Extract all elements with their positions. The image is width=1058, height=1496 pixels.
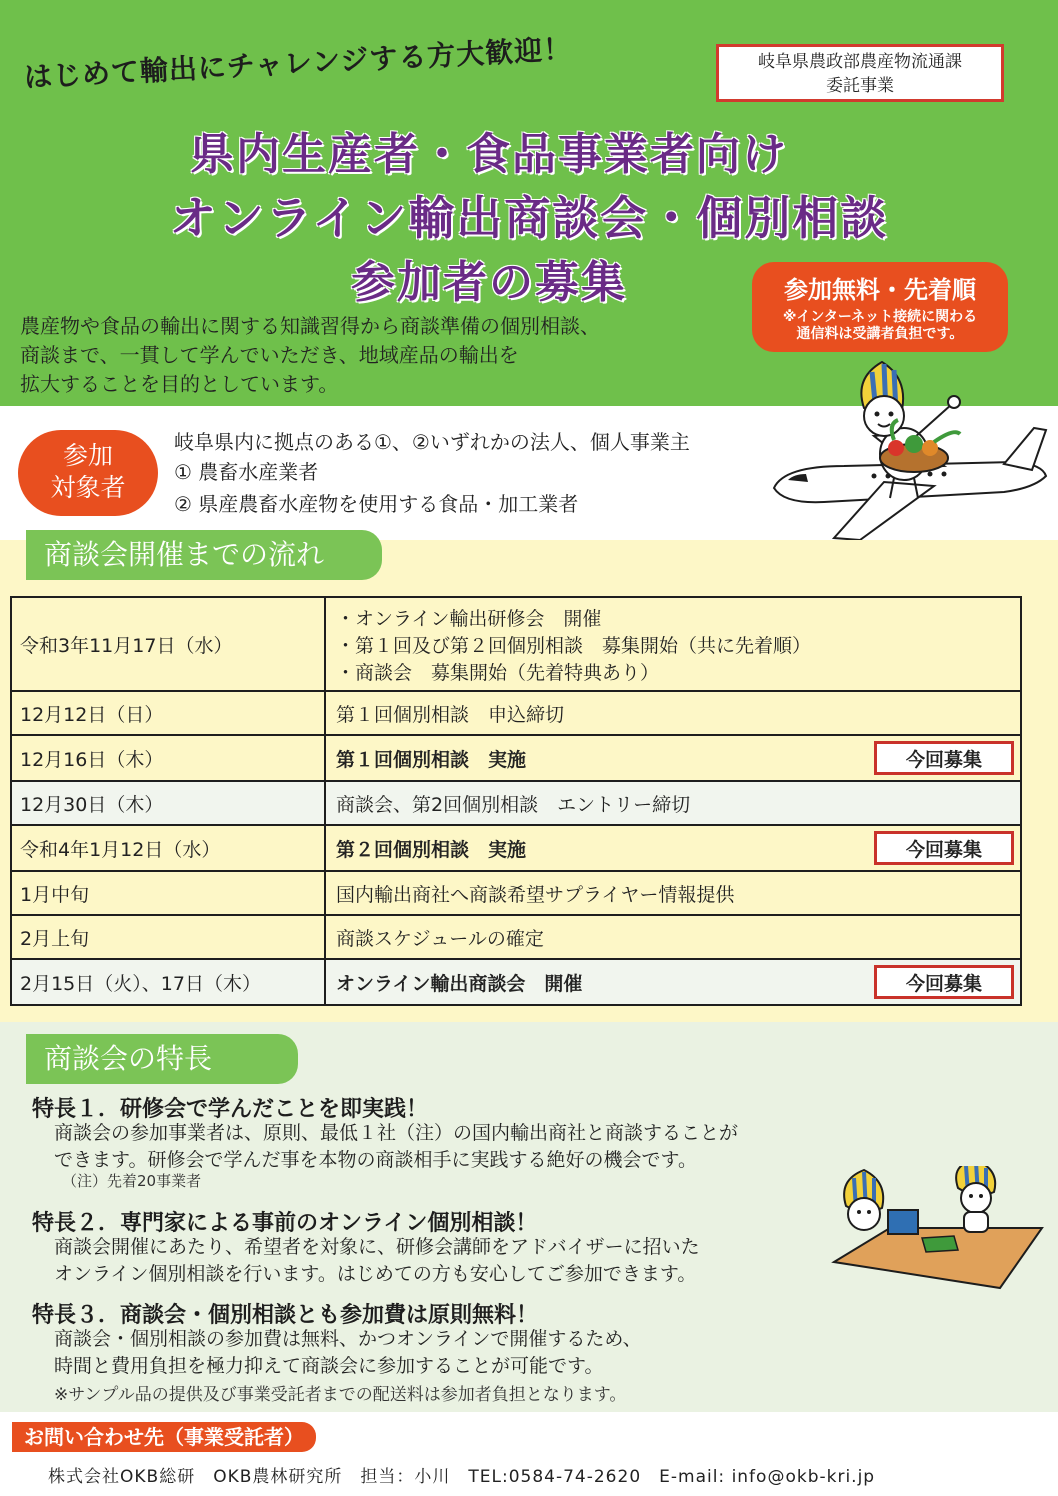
contact-label: お問い合わせ先（事業受託者）: [12, 1422, 316, 1452]
mascot-plane-illustration: [764, 358, 1054, 558]
intro-line1: 農産物や食品の輸出に関する知識習得から商談準備の個別相談、: [20, 314, 600, 338]
intro-line3: 拡大することを目的としています。: [20, 372, 339, 396]
title-line2: オンライン輸出商談会・個別相談: [169, 191, 889, 245]
target-badge: [18, 430, 158, 516]
feature1-note: （注）先着20事業者: [62, 1172, 202, 1190]
schedule-item: ・オンライン輸出研修会 開催: [336, 607, 602, 630]
feature3-heading: 特長３．商談会・個別相談とも参加費は原則無料！: [32, 1303, 539, 1328]
schedule-date: 12月30日（木）: [11, 781, 325, 825]
target-badge-line2: 対象者: [50, 473, 126, 502]
commission-box: [716, 44, 1004, 102]
target-badge-line1: 参加: [62, 441, 113, 470]
schedule-date: 2月上旬: [11, 915, 325, 959]
table-row: [11, 597, 1021, 691]
recruit-badge: 今回募集: [874, 741, 1014, 775]
flow-section-title: 商談会開催までの流れ: [26, 530, 382, 580]
feature1-body-line2: できます。研修会で学んだ事を本物の商談相手に実践する絶好の機会です。: [54, 1149, 697, 1171]
free-badge-main: 参加無料・先着順: [784, 276, 976, 304]
schedule-date: 12月16日（木）: [11, 735, 325, 781]
feature3-body-line1: 商談会・個別相談の参加費は無料、かつオンラインで開催するため、: [54, 1328, 642, 1350]
free-badge: [752, 262, 1008, 352]
commission-line1: 岐阜県農政部農産物流通課: [758, 52, 962, 72]
feature1-heading: 特長１．研修会で学んだことを即実践！: [32, 1097, 429, 1122]
intro-line2: 商談まで、一貫して学んでいただき、地域産品の輸出を: [20, 343, 519, 367]
schedule-event: [325, 597, 1021, 691]
table-row: [11, 871, 1021, 915]
target-line3: ② 県産農畜水産物を使用する食品・加工業者: [174, 492, 579, 516]
schedule-event: [325, 735, 1021, 781]
table-row: [11, 691, 1021, 735]
commission-line2: 委託事業: [826, 76, 894, 96]
schedule-event: [325, 825, 1021, 871]
schedule-event-wrap: [336, 831, 1010, 865]
feature2-body-line2: オンライン個別相談を行います。はじめての方も安心してご参加できます。: [54, 1263, 697, 1285]
schedule-date: 令和4年1月12日（水）: [11, 825, 325, 871]
feature3-note: ※サンプル品の提供及び事業受託者までの配送料は参加者負担となります。: [54, 1385, 627, 1405]
schedule-date: 12月12日（日）: [11, 691, 325, 735]
schedule-date: 2月15日（火）、17日（木）: [11, 959, 325, 1005]
feature3-body-line2: 時間と費用負担を極力抑えて商談会に参加することが可能です。: [54, 1355, 604, 1377]
schedule-item: ・商談会 募集開始（先着特典あり）: [336, 661, 660, 684]
schedule-event-text: 第１回個別相談 実施: [336, 748, 527, 771]
schedule-event-text: 第２回個別相談 実施: [336, 838, 527, 861]
contact-text: 株式会社OKB総研 OKB農林研究所 担当：小川 TEL:0584-74-2620 E-mail: info@okb-kri.jp: [48, 1467, 876, 1487]
schedule-event: 商談スケジュールの確定: [325, 915, 1021, 959]
title-line1: 県内生産者・食品事業者向け: [190, 129, 788, 180]
schedule-item: ・第１回及び第２回個別相談 募集開始（共に先着順）: [336, 634, 812, 657]
schedule-table: [10, 596, 1022, 1006]
intro-text: [20, 312, 740, 399]
table-row: [11, 959, 1021, 1005]
feature2-body: [54, 1234, 844, 1288]
target-line2: ① 農畜水産業者: [174, 460, 319, 484]
table-row: [11, 781, 1021, 825]
feature3-body: [54, 1326, 844, 1380]
schedule-event: 国内輸出商社へ商談希望サプライヤー情報提供: [325, 871, 1021, 915]
schedule-event: 商談会、第2回個別相談 エントリー締切: [325, 781, 1021, 825]
schedule-event-text: オンライン輸出商談会 開催: [336, 972, 583, 995]
free-badge-note: [752, 309, 1008, 343]
recruit-badge: 今回募集: [874, 965, 1014, 999]
schedule-event: 第１回個別相談 申込締切: [325, 691, 1021, 735]
table-row: [11, 825, 1021, 871]
schedule-event: [325, 959, 1021, 1005]
feature1-body: [54, 1120, 844, 1174]
feature2-heading: 特長２．専門家による事前のオンライン個別相談！: [32, 1211, 538, 1236]
features-section-title: 商談会の特長: [26, 1034, 298, 1084]
schedule-event-wrap: [336, 741, 1010, 775]
mascot-desk-illustration: [830, 1166, 1044, 1296]
schedule-date: 1月中旬: [11, 871, 325, 915]
title-line3: 参加者の募集: [351, 257, 627, 308]
tagline: はじめて輸出にチャレンジする方大歓迎！: [23, 32, 573, 94]
table-row: [11, 915, 1021, 959]
feature2-body-line1: 商談会開催にあたり、希望者を対象に、研修会講師をアドバイザーに招いた: [54, 1236, 700, 1258]
target-line1: 岐阜県内に拠点のある①、②いずれかの法人、個人事業主: [174, 430, 690, 454]
free-badge-note-line1: ※インターネット接続に関わる: [782, 309, 978, 325]
recruit-badge: 今回募集: [874, 831, 1014, 865]
feature1-body-line1: 商談会の参加事業者は、原則、最低１社（注）の国内輸出商社と商談することが: [54, 1122, 739, 1144]
schedule-event-wrap: [336, 965, 1010, 999]
free-badge-note-line2: 通信料は受講者負担です。: [796, 326, 964, 342]
table-row: [11, 735, 1021, 781]
schedule-date: 令和3年11月17日（水）: [11, 597, 325, 691]
